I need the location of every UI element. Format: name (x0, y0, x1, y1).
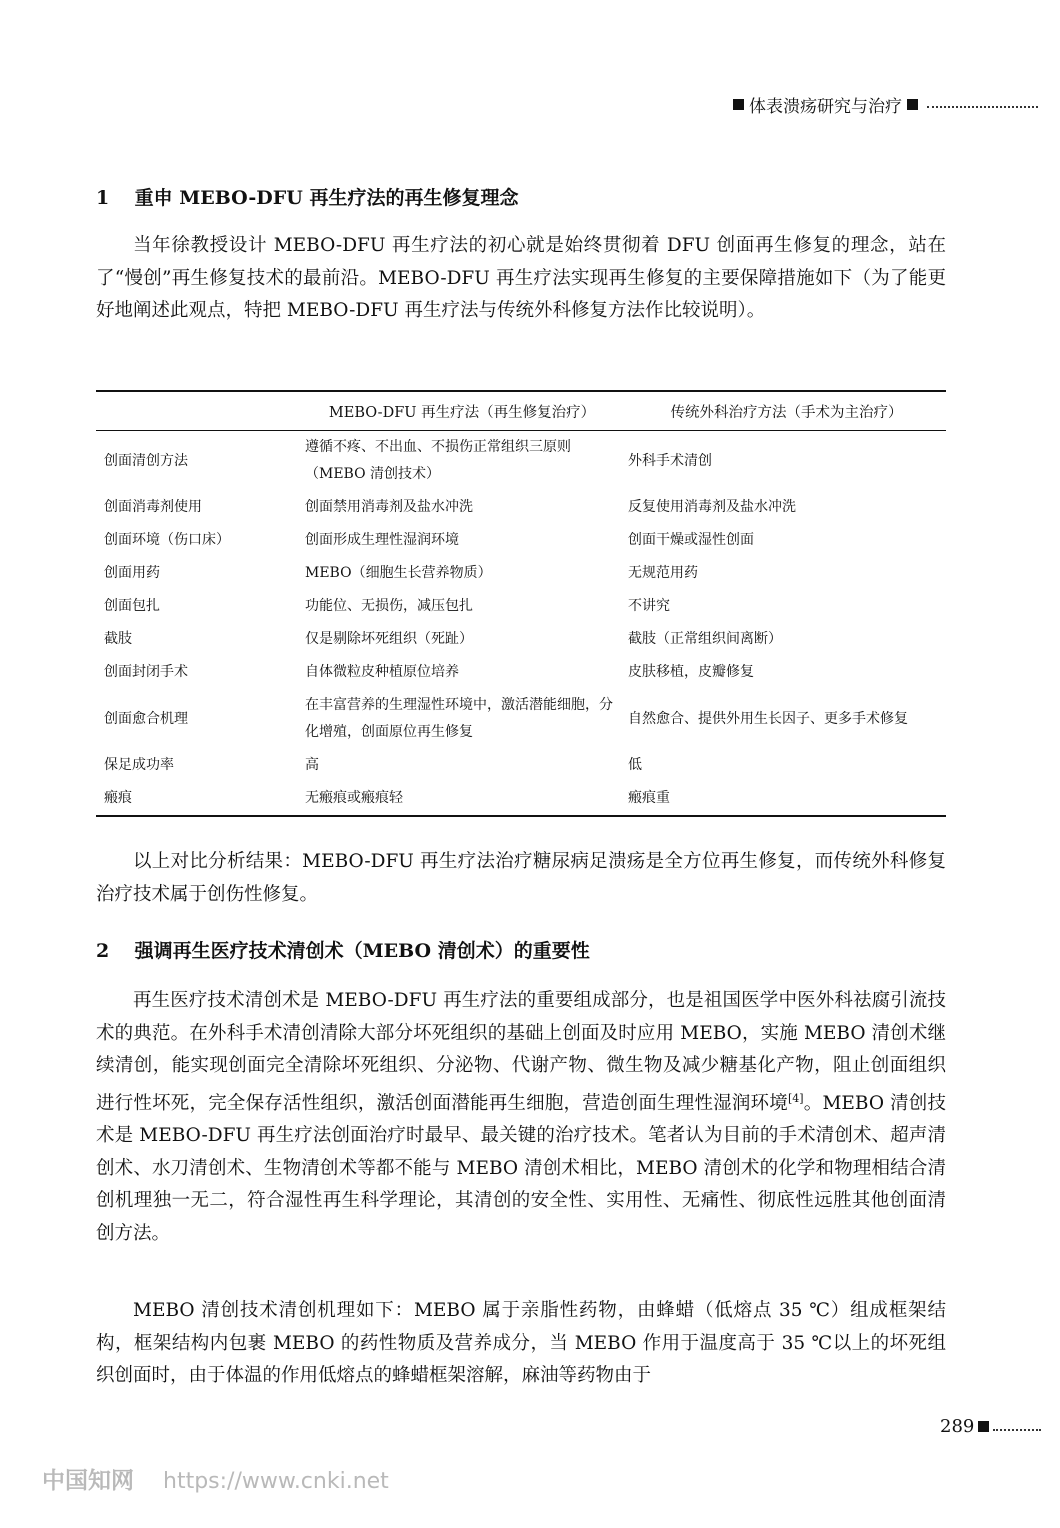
running-header-title: 体表溃疡研究与治疗 (749, 97, 902, 117)
row-label-cell: 创面清创方法 (104, 452, 188, 469)
dotted-leader (993, 1429, 1041, 1431)
table-cell: 创面禁用消毒剂及盐水冲洗 (305, 499, 473, 515)
paragraph-text: 。MEBO 清创技术是 MEBO-DFU 再生疗法创面治疗时最早、最关键的治疗技术。笔者认为目前的手术清创术、超声清创术、水刀清创术、生物清创术等都不能与 MEBO 清创术相比，MEBO 清创术的化学和物理相结合清创机理独一无二，符合湿性再生科学理论，其清创的安全性、实用性、无痛性、彻底性远胜其他创面清创方法。 (96, 1092, 946, 1244)
table-row (96, 590, 946, 623)
table-cell: 无瘢痕或瘢痕轻 (305, 790, 403, 806)
row-label-cell: 瘢痕 (104, 790, 132, 806)
section-2-title: 强调再生医疗技术清创术（MEBO 清创术）的重要性 (134, 940, 590, 962)
table-cell: 皮肤移植，皮瓣修复 (628, 664, 754, 680)
table-cell: MEBO（细胞生长营养物质） (305, 565, 492, 581)
square-bullet-icon (978, 1421, 989, 1432)
dotted-leader (927, 105, 1038, 108)
row-label-cell: 创面包扎 (104, 598, 160, 614)
table-cell: 仅是剔除坏死组织（死趾） (305, 631, 473, 647)
running-header (728, 92, 1038, 117)
table-cell: 反复使用消毒剂及盐水冲洗 (628, 499, 796, 515)
square-bullet-icon (733, 99, 744, 110)
table-cell: 自体微粒皮种植原位培养 (305, 664, 459, 680)
table-cell: 无规范用药 (628, 565, 698, 581)
table-cell: 外科手术清创 (628, 452, 712, 469)
row-label-cell: 创面消毒剂使用 (104, 499, 202, 515)
section-1-paragraph: 当年徐教授设计 MEBO-DFU 再生疗法的初心就是始终贯彻着 DFU 创面再生修复的理念，站在了“慢创”再生修复技术的最前沿。MEBO-DFU 再生疗法实现再生修复的主要保障措施如下（为了能更好地阐述此观点，特把 MEBO-DFU 再生疗法与传统外科修复方法作比较说明）。 (96, 235, 946, 321)
row-label-cell: 创面封闭手术 (104, 664, 188, 680)
table-cell: 遵循不疼、不出血、不损伤正常组织三原则（MEBO 清创技术） (305, 439, 571, 482)
table-cell: 创面干燥或湿性创面 (628, 532, 754, 548)
table-row (96, 749, 946, 782)
paragraph-text: 再生医疗技术清创术是 MEBO-DFU 再生疗法的重要组成部分，也是祖国医学中医外科祛腐引流技术的典范。在外科手术清创清除大部分坏死组织的基础上创面及时应用 MEBO，实施 MEBO 清创术继续清创，能实现创面完全清除坏死组织、分泌物、代谢产物、微生物及减少糖基化产物，阻止创面组织进行性坏死，完全保存活性组织，激活创面潜能再生细胞，营造创面生理性湿润环境 (96, 990, 946, 1114)
citation-marker: [4] (787, 1091, 804, 1105)
table-cell: 创面形成生理性湿润环境 (305, 532, 459, 548)
section-2-heading (96, 936, 590, 963)
section-1-title: 重申 MEBO-DFU 再生疗法的再生修复理念 (134, 187, 519, 209)
table-row (96, 623, 946, 656)
table-cell: 瘢痕重 (628, 790, 670, 806)
row-label-cell: 创面用药 (104, 565, 160, 581)
table-cell: 自然愈合、提供外用生长因子、更多手术修复 (628, 710, 908, 727)
row-label-cell: 创面环境（伤口床） (104, 532, 230, 548)
conclusion-paragraph: 以上对比分析结果：MEBO-DFU 再生疗法治疗糖尿病足溃疡是全方位再生修复，而传统外科修复治疗技术属于创伤性修复。 (96, 851, 946, 905)
table-cell: 在丰富营养的生理湿性环境中，激活潜能细胞，分化增殖，创面原位再生修复 (305, 697, 613, 740)
table-header-cell: MEBO-DFU 再生疗法（再生修复治疗） (305, 391, 624, 431)
table-row (96, 431, 946, 492)
table-header-cell: 传统外科治疗方法（手术为主治疗） (624, 391, 946, 431)
table-cell: 功能位、无损伤，减压包扎 (305, 598, 473, 614)
square-bullet-icon (907, 99, 918, 110)
row-label-cell: 截肢 (104, 631, 132, 647)
watermark-brand: 中国知网 (42, 1468, 134, 1494)
row-label-cell: 创面愈合机理 (104, 710, 188, 727)
cnki-watermark (42, 1462, 389, 1495)
table-row (96, 656, 946, 689)
section-2-paragraph-1 (96, 985, 946, 1250)
table-cell: 截肢（正常组织间离断） (628, 631, 782, 647)
page-footer (940, 1416, 1041, 1437)
table-row (96, 689, 946, 749)
table-row (96, 491, 946, 524)
section-1-heading (96, 183, 518, 210)
table-cell: 高 (305, 757, 319, 773)
table-row (96, 782, 946, 816)
table-row (96, 524, 946, 557)
table-cell: 低 (628, 757, 642, 773)
watermark-url: https://www.cnki.net (163, 1469, 389, 1494)
table-cell: 不讲究 (628, 598, 670, 614)
row-label-cell: 保足成功率 (104, 757, 174, 773)
table-row (96, 557, 946, 590)
section-2-paragraph-2: MEBO 清创技术清创机理如下：MEBO 属于亲脂性药物，由蜂蜡（低熔点 35 ℃）组成框架结构，框架结构内包裹 MEBO 的药性物质及营养成分，当 MEBO 作用于温度高于 35 ℃以上的坏死组织创面时，由于体温的作用低熔点的蜂蜡框架溶解，麻油等药物由于 (96, 1300, 946, 1386)
section-2-number: 2 (96, 940, 110, 962)
section-1-number: 1 (96, 187, 110, 209)
table-header-cell (96, 391, 305, 431)
page-number: 289 (940, 1416, 975, 1437)
comparison-table (96, 390, 946, 817)
table-header-row (96, 391, 946, 431)
